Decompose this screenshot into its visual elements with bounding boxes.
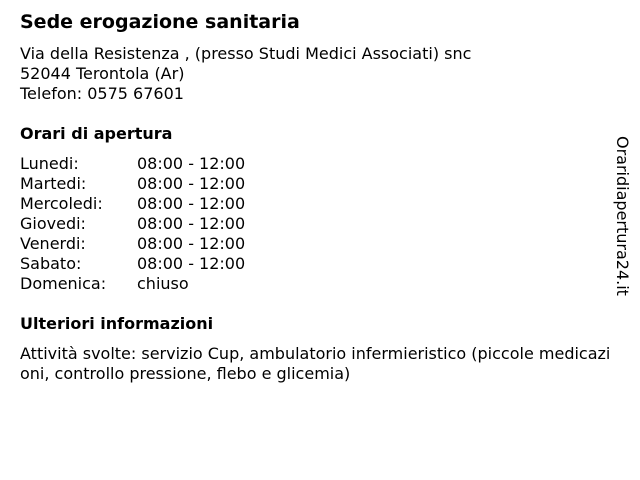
hours-day: Giovedi: bbox=[20, 214, 86, 233]
hours-day: Martedi: bbox=[20, 174, 87, 193]
hours-row-thursday bbox=[20, 214, 245, 234]
address-phone: Telefon: 0575 67601 bbox=[20, 84, 184, 103]
hours-day: Venerdi: bbox=[20, 234, 86, 253]
hours-time: 08:00 - 12:00 bbox=[137, 174, 246, 193]
hours-time: 08:00 - 12:00 bbox=[137, 234, 246, 253]
address-city: 52044 Terontola (Ar) bbox=[20, 64, 185, 83]
hours-time: 08:00 - 12:00 bbox=[137, 214, 246, 233]
hours-row-saturday bbox=[20, 254, 245, 274]
hours-time: 08:00 - 12:00 bbox=[137, 154, 246, 173]
hours-time: 08:00 - 12:00 bbox=[137, 194, 246, 213]
hours-day: Lunedi: bbox=[20, 154, 79, 173]
additional-info-heading: Ulteriori informazioni bbox=[20, 314, 214, 333]
hours-row-sunday bbox=[20, 274, 245, 294]
additional-info-text: Attività svolte: servizio Cup, ambulatorio infermieristico (piccole medicazioni, controllo pressione, flebo e glicemia) bbox=[20, 344, 611, 383]
site-brand-vertical: Oraridiapertura24.it bbox=[613, 136, 632, 296]
hours-time: 08:00 - 12:00 bbox=[137, 254, 246, 273]
hours-row-wednesday bbox=[20, 194, 245, 214]
hours-row-friday bbox=[20, 234, 245, 254]
page-title: Sede erogazione sanitaria bbox=[20, 11, 300, 33]
hours-day: Sabato: bbox=[20, 254, 82, 273]
hours-day: Mercoledi: bbox=[20, 194, 103, 213]
hours-row-monday bbox=[20, 154, 245, 174]
address-block bbox=[20, 44, 471, 104]
address-street: Via della Resistenza , (presso Studi Medici Associati) snc bbox=[20, 44, 472, 63]
hours-day: Domenica: bbox=[20, 274, 107, 293]
hours-time: chiuso bbox=[137, 274, 189, 293]
hours-row-tuesday bbox=[20, 174, 245, 194]
opening-hours-heading: Orari di apertura bbox=[20, 124, 173, 143]
opening-hours-table bbox=[20, 154, 245, 294]
